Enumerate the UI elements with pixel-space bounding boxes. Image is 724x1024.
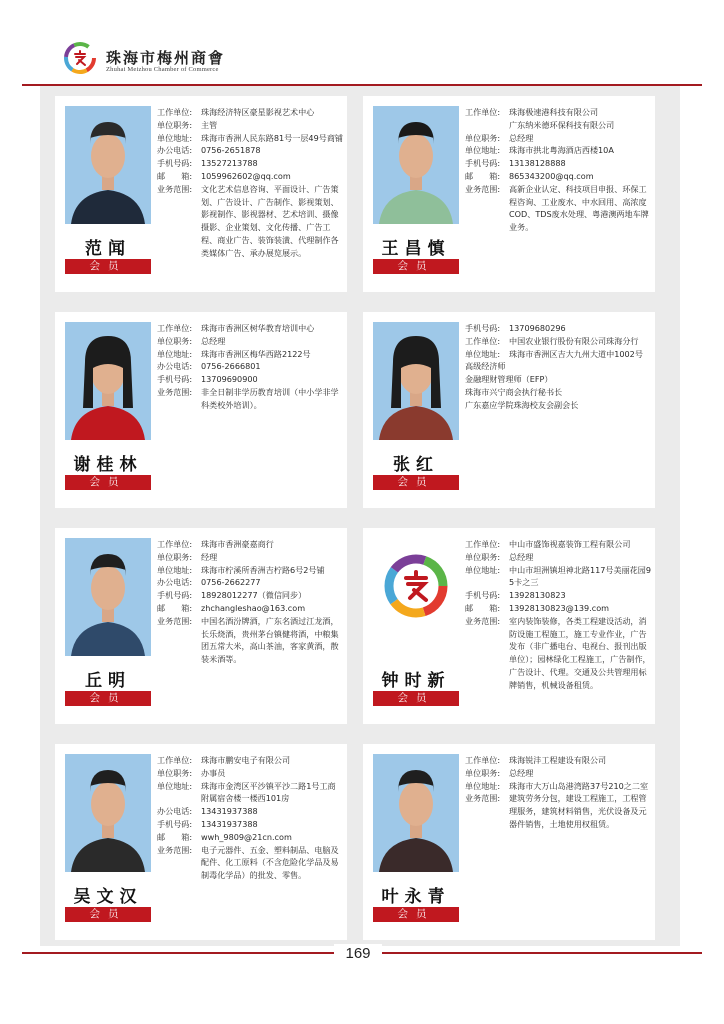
info-value: 13431937388 bbox=[201, 806, 258, 817]
info-value: 珠海市金湾区平沙镇平沙二路1号工商附属宿舍楼一楼西101房 bbox=[201, 780, 336, 804]
info-row bbox=[465, 792, 651, 830]
page-header bbox=[0, 0, 724, 86]
info-value: 1059962602@qq.com bbox=[201, 170, 291, 181]
info-label: 手机号码: bbox=[465, 158, 501, 169]
info-label: 单位地址: bbox=[157, 132, 193, 143]
info-row bbox=[465, 602, 651, 615]
info-label: 单位地址: bbox=[465, 564, 501, 575]
info-label: 业务范围: bbox=[465, 793, 501, 804]
info-label: 手机号码: bbox=[465, 323, 501, 333]
member-badge: 会员 bbox=[65, 259, 151, 274]
member-info bbox=[157, 754, 343, 882]
info-label: 邮 箱: bbox=[157, 602, 193, 613]
info-label: 手机号码: bbox=[157, 374, 193, 385]
info-row bbox=[157, 844, 343, 882]
member-portrait bbox=[65, 754, 151, 872]
member-badge: 会员 bbox=[65, 475, 151, 490]
member-card bbox=[363, 96, 655, 292]
member-photo bbox=[373, 106, 459, 224]
info-row bbox=[465, 322, 651, 335]
credential-line: 珠海市兴宁商会执行秘书长 bbox=[465, 386, 563, 397]
info-label: 单位职务: bbox=[157, 335, 193, 346]
info-label: 办公电话: bbox=[157, 806, 193, 817]
member-name: 王昌慎 bbox=[381, 239, 451, 259]
info-row bbox=[465, 132, 651, 145]
info-row bbox=[157, 322, 343, 335]
info-value: 广东纳米德环保科技有限公司 bbox=[509, 119, 615, 130]
member-card bbox=[55, 96, 347, 292]
info-value: 18928012277（微信同步） bbox=[201, 590, 307, 601]
info-row bbox=[157, 576, 343, 589]
member-info bbox=[157, 538, 343, 666]
info-row bbox=[157, 144, 343, 157]
info-value: 中山市盛饰视嘉装饰工程有限公司 bbox=[509, 539, 631, 549]
member-portrait bbox=[65, 322, 151, 440]
info-value: 建筑劳务分包，建设工程施工，工程管理服务，建筑材料销售，光伏设备及元器件销售，土地使用权租赁。 bbox=[509, 793, 647, 829]
info-row bbox=[157, 132, 343, 145]
member-portrait bbox=[373, 754, 459, 872]
info-row bbox=[465, 767, 651, 780]
member-card bbox=[55, 312, 347, 508]
info-value: 总经理 bbox=[509, 132, 534, 143]
info-label: 单位地址: bbox=[157, 564, 193, 575]
info-label: 手机号码: bbox=[465, 590, 501, 601]
chamber-logo-icon bbox=[373, 538, 459, 656]
member-info bbox=[465, 322, 651, 412]
member-badge: 会员 bbox=[373, 259, 459, 274]
info-row bbox=[465, 551, 651, 564]
info-row bbox=[465, 157, 651, 170]
member-badge: 会员 bbox=[373, 475, 459, 490]
info-label: 工作单位: bbox=[465, 539, 501, 549]
info-label: 业务范围: bbox=[157, 183, 193, 194]
member-info bbox=[465, 538, 651, 692]
info-label: 单位职务: bbox=[157, 119, 193, 130]
info-label: 单位职务: bbox=[157, 767, 193, 778]
info-label: 单位地址: bbox=[157, 780, 193, 791]
info-row bbox=[157, 538, 343, 551]
info-label: 办公电话: bbox=[157, 145, 193, 156]
info-row bbox=[157, 780, 343, 806]
member-card bbox=[363, 312, 655, 508]
member-card bbox=[55, 744, 347, 940]
info-label bbox=[465, 119, 509, 132]
info-value: 0756-2666801 bbox=[201, 361, 261, 372]
info-row bbox=[157, 170, 343, 183]
info-label: 工作单位: bbox=[157, 107, 193, 117]
info-value: 主管 bbox=[201, 119, 218, 130]
member-name: 吴文汉 bbox=[73, 887, 143, 907]
info-row bbox=[157, 589, 343, 602]
info-label: 工作单位: bbox=[157, 755, 193, 765]
member-name: 范闻 bbox=[85, 239, 131, 259]
info-row bbox=[157, 831, 343, 844]
member-card bbox=[363, 528, 655, 724]
info-row bbox=[157, 805, 343, 818]
info-value: 0756-2662277 bbox=[201, 577, 261, 588]
info-label: 单位职务: bbox=[465, 767, 501, 778]
info-value: zhchangleshao@163.com bbox=[201, 602, 306, 613]
info-value: 13138128888 bbox=[509, 158, 566, 169]
info-label: 单位地址: bbox=[157, 348, 193, 359]
chamber-logo-icon bbox=[64, 42, 96, 74]
info-value: 珠海市柠溪所香洲吉柠路6号2号铺 bbox=[201, 564, 325, 575]
member-photo bbox=[65, 322, 151, 440]
info-row bbox=[157, 767, 343, 780]
member-portrait bbox=[65, 538, 151, 656]
member-name: 谢桂林 bbox=[73, 455, 143, 475]
info-label: 单位职务: bbox=[465, 132, 501, 143]
info-row bbox=[465, 538, 651, 551]
info-label: 业务范围: bbox=[157, 386, 193, 397]
info-value: 珠海经济特区豪星影视艺术中心 bbox=[201, 107, 315, 117]
info-label: 邮 箱: bbox=[157, 831, 193, 842]
info-row bbox=[465, 183, 651, 234]
info-row bbox=[157, 157, 343, 170]
info-value: 室内装饰装修，各类工程建设活动，消防设施工程施工，施工专业作业，广告发布（非广播电台、电视台、报刊出版单位）；园林绿化工程施工，广告制作，广告设计、代理。交通及公共管理用标牌销售，机械设备租赁。 bbox=[509, 615, 651, 690]
info-row bbox=[157, 373, 343, 386]
info-value: 13527213788 bbox=[201, 158, 258, 169]
member-info bbox=[157, 106, 343, 260]
info-row bbox=[465, 589, 651, 602]
info-value: 高新企业认定、科技项目申报、环保工程咨询、工业废水、中水回用、高浓度COD、TDS废水处理、粤港澳两地车牌业务。 bbox=[509, 183, 649, 233]
info-value: 13928130823@139.com bbox=[509, 602, 610, 613]
info-label: 单位地址: bbox=[465, 145, 501, 156]
info-label: 办公电话: bbox=[157, 577, 193, 588]
member-photo bbox=[65, 538, 151, 656]
member-badge: 会员 bbox=[373, 691, 459, 706]
info-row bbox=[465, 754, 651, 767]
member-photo bbox=[65, 106, 151, 224]
info-value: 13928130823 bbox=[509, 590, 566, 601]
info-value: 中国名酒汾牌酒，广东名酒过江龙酒，长乐烧酒，贵州茅台镇健将酒，中粮集团五常大米，高山茶油，客家黄酒，散装米酒等。 bbox=[201, 615, 339, 665]
info-label: 工作单位: bbox=[465, 107, 501, 117]
info-label: 单位地址: bbox=[465, 348, 501, 359]
member-card bbox=[363, 744, 655, 940]
info-row bbox=[465, 106, 651, 119]
info-label: 办公电话: bbox=[157, 361, 193, 372]
info-value: 珠海市香洲豪嘉商行 bbox=[201, 539, 274, 549]
info-row bbox=[465, 348, 651, 361]
info-value: 电子元器件、五金、塑料制品、电脑及配件、化工原料（不含危险化学品及易制毒化学品）的批发、零售。 bbox=[201, 844, 339, 881]
info-value: 珠海市香洲人民东路81号一层49号商铺 bbox=[201, 132, 344, 143]
info-label: 业务范围: bbox=[465, 183, 501, 194]
member-badge: 会员 bbox=[65, 691, 151, 706]
page-number: 169 bbox=[334, 944, 382, 964]
info-value: 经理 bbox=[201, 551, 218, 562]
info-value: 珠海市香洲区梅华西路2122号 bbox=[201, 348, 311, 359]
info-row bbox=[157, 564, 343, 577]
credential-line: 广东嘉应学院珠海校友会副会长 bbox=[465, 399, 579, 410]
info-row bbox=[465, 335, 651, 348]
info-value: 总经理 bbox=[509, 767, 534, 778]
info-value: 13709680296 bbox=[509, 323, 566, 333]
credential-line: 金融理财管理师（EFP） bbox=[465, 374, 553, 385]
info-label: 业务范围: bbox=[465, 615, 501, 626]
info-value: wwh_9809@21cn.com bbox=[201, 831, 292, 842]
info-row bbox=[465, 144, 651, 157]
member-name: 钟时新 bbox=[381, 671, 451, 691]
info-label: 工作单位: bbox=[157, 323, 193, 333]
info-row bbox=[157, 551, 343, 564]
member-photo bbox=[65, 754, 151, 872]
info-value: 865343200@qq.com bbox=[509, 170, 594, 181]
info-label: 手机号码: bbox=[157, 818, 193, 829]
info-row bbox=[157, 754, 343, 767]
member-portrait bbox=[65, 106, 151, 224]
info-row bbox=[157, 386, 343, 412]
info-label: 邮 箱: bbox=[157, 170, 193, 181]
info-label: 单位职务: bbox=[465, 551, 501, 562]
info-value: 中国农业银行股份有限公司珠海分行 bbox=[509, 335, 639, 346]
info-label: 业务范围: bbox=[157, 615, 193, 626]
info-label: 单位地址: bbox=[465, 780, 501, 791]
member-badge: 会员 bbox=[65, 907, 151, 922]
info-value: 珠海市香洲区树华教育培训中心 bbox=[201, 323, 315, 333]
member-portrait bbox=[373, 106, 459, 224]
info-label: 手机号码: bbox=[157, 158, 193, 169]
info-value: 办事员 bbox=[201, 767, 226, 778]
info-row bbox=[465, 170, 651, 183]
member-photo bbox=[373, 322, 459, 440]
info-row bbox=[157, 602, 343, 615]
info-value: 文化艺术信息咨询、平面设计、广告策划、广告设计、广告制作、影视策划、影视制作、影视器材、艺术培训、摄像摄影、企业策划、文化传播、广告工程、商业广告、装饰装潢、代理制作各类媒体广告、承办展览展示。 bbox=[201, 183, 339, 258]
member-card bbox=[55, 528, 347, 724]
credential-line: 高级经济师 bbox=[465, 361, 506, 372]
info-value: 中山市坦洲镇坦神北路117号美丽花园95卡之三 bbox=[509, 564, 652, 588]
info-value: 非全日制非学历教育培训（中小学非学科类校外培训）。 bbox=[201, 386, 339, 410]
info-label: 工作单位: bbox=[157, 539, 193, 549]
info-label: 工作单位: bbox=[465, 335, 501, 346]
info-value: 总经理 bbox=[201, 335, 226, 346]
info-label: 单位职务: bbox=[157, 551, 193, 562]
info-value: 珠海市鹏安电子有限公司 bbox=[201, 755, 291, 765]
info-value: 珠海锐沣工程建设有限公司 bbox=[509, 755, 607, 765]
info-row bbox=[465, 564, 651, 590]
info-row bbox=[157, 818, 343, 831]
info-row bbox=[157, 360, 343, 373]
info-value: 13709690900 bbox=[201, 374, 258, 385]
member-info bbox=[465, 754, 651, 831]
info-value: 珠海极速港科技有限公司 bbox=[509, 107, 599, 117]
info-label: 邮 箱: bbox=[465, 602, 501, 613]
member-name: 叶永青 bbox=[381, 887, 451, 907]
info-label: 工作单位: bbox=[465, 755, 501, 765]
info-label: 手机号码: bbox=[157, 590, 193, 601]
member-info bbox=[465, 106, 651, 234]
info-row bbox=[465, 119, 651, 132]
info-row bbox=[157, 335, 343, 348]
info-value: 珠海市拱北粤海酒店西楼10A bbox=[509, 145, 614, 156]
info-row bbox=[157, 119, 343, 132]
member-name: 张红 bbox=[393, 455, 439, 475]
info-label: 邮 箱: bbox=[465, 170, 501, 181]
member-photo bbox=[373, 538, 459, 656]
member-info bbox=[157, 322, 343, 412]
info-value: 13431937388 bbox=[201, 818, 258, 829]
member-portrait bbox=[373, 322, 459, 440]
info-row bbox=[157, 183, 343, 260]
member-name: 丘明 bbox=[85, 671, 131, 691]
brand-name-cn: 珠海市梅州商會 bbox=[106, 49, 226, 67]
member-photo bbox=[373, 754, 459, 872]
info-value: 总经理 bbox=[509, 551, 534, 562]
info-row bbox=[157, 106, 343, 119]
info-value: 珠海市大万山岛港湾路37号210之二室 bbox=[509, 780, 649, 791]
info-row bbox=[157, 615, 343, 666]
info-value: 珠海市香洲区吉大九州大道中1002号 bbox=[509, 348, 643, 359]
info-label: 业务范围: bbox=[157, 844, 193, 855]
member-badge: 会员 bbox=[373, 907, 459, 922]
info-row bbox=[465, 615, 651, 692]
info-row bbox=[157, 348, 343, 361]
brand-name-en: Zhuhai Meizhou Chamber of Commerce bbox=[106, 66, 219, 73]
info-value: 0756-2651878 bbox=[201, 145, 261, 156]
info-row bbox=[465, 780, 651, 793]
